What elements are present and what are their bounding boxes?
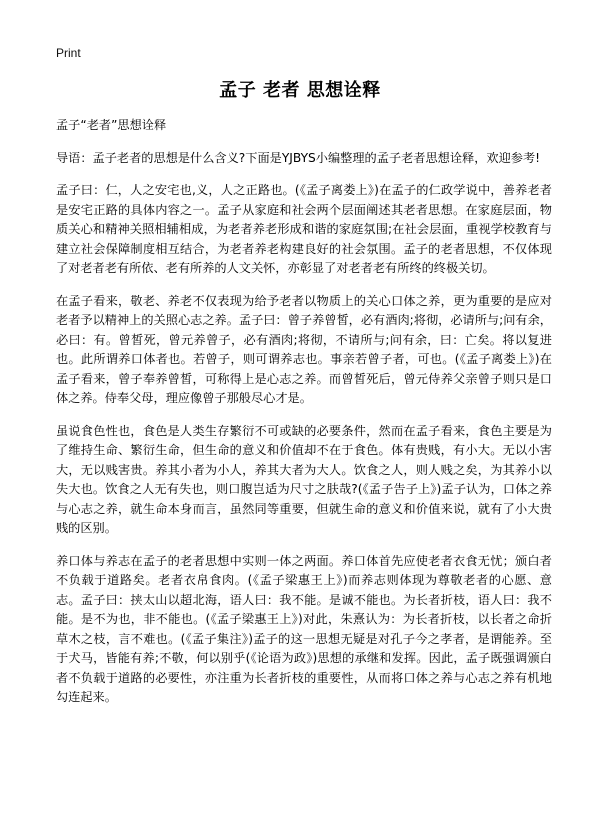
paragraph-4: 养口体与养志在孟子的老者思想中实则一体之两面。养口体首先应使老者衣食无忧；颁白者不负载于道路矣。老者衣帛食肉。(《孟子梁惠王上》)而养志则体现为尊敬老者的心愿、意志。孟子曰：挟太山以超北海，语人曰：我不能。是诚不能也。为长者折枝，语人曰：我不能。是不为也，非不能也。(《孟子梁惠王上》)对此，朱熹认为：为长者折枝，以长者之命折草木之枝，言不难也。(《孟子集注》)孟子的这一思想无疑是对孔子今之孝者，是谓能养。至于犬马，皆能有养;不敬，何以别乎(《论语为政》)思想的承继和发挥。因此，孟子既强调颁白者不负载于道路的必要性，亦注重为长者折枝的重要性，从而将口体之养与心志之养有机地勾连起来。	[56, 553, 552, 704]
paragraph-3: 虽说食色性也，食色是人类生存繁衍不可或缺的必要条件，然而在孟子看来，食色主要是为了维持生命、繁衍生命，但生命的意义和价值却不在于食色。体有贵贱，有小大。无以小害大，无以贱害贵。养其小者为小人，养其大者为大人。饮食之人，则人贱之矣，为其养小以失大也。饮食之人无有失也，则口腹岂适为尺寸之肤哉?(《孟子告子上》)孟子认为，口体之养与心志之养，就生命本身而言，虽然同等重要，但就生命的意义和价值来说，就有了小大贵贱的区别。	[56, 423, 552, 535]
paragraph-intro: 导语：孟子老者的思想是什么含义?下面是YJBYS小编整理的孟子老者思想诠释，欢迎参考!	[56, 150, 541, 165]
page-title: 孟子 老者 思想诠释	[219, 80, 381, 101]
print-link[interactable]: Print	[56, 46, 81, 60]
article-subtitle: 孟子“老者”思想诠释	[56, 118, 167, 132]
paragraph-1: 孟子曰：仁，人之安宅也,义，人之正路也。(《孟子离娄上》)在孟子的仁政学说中，善养老者是安宅正路的具体内容之一。孟子从家庭和社会两个层面阐述其老者思想。在家庭层面，物质关心和精神关照相辅相成，为老者养老形成和谐的家庭氛围;在社会层面，重视学校教育与建立社会保障制度相互结合，为老者养老构建良好的社会氛围。孟子的老者思想，不仅体现了对老者老有所依、老有所养的人文关怀，亦彰显了对老者老有所终的终极关切。	[56, 183, 552, 275]
paragraph-2: 在孟子看来，敬老、养老不仅表现为给予老者以物质上的关心口体之养，更为重要的是应对老者予以精神上的关照心志之养。孟子曰：曾子养曾皙，必有酒肉;将彻，必请所与;问有余，必曰：有。曾皙死，曾元养曾子，必有酒肉;将彻，不请所与;问有余，曰：亡矣。将以复进也。此所谓养口体者也。若曾子，则可谓养志也。事亲若曾子者，可也。(《孟子离娄上》)在孟子看来，曾子奉养曾皙，可称得上是心志之养。而曾皙死后，曾元侍养父亲曾子则只是口体之养。侍奉父母，理应像曾子那般尽心才是。	[56, 293, 552, 405]
article-body	[56, 116, 552, 721]
